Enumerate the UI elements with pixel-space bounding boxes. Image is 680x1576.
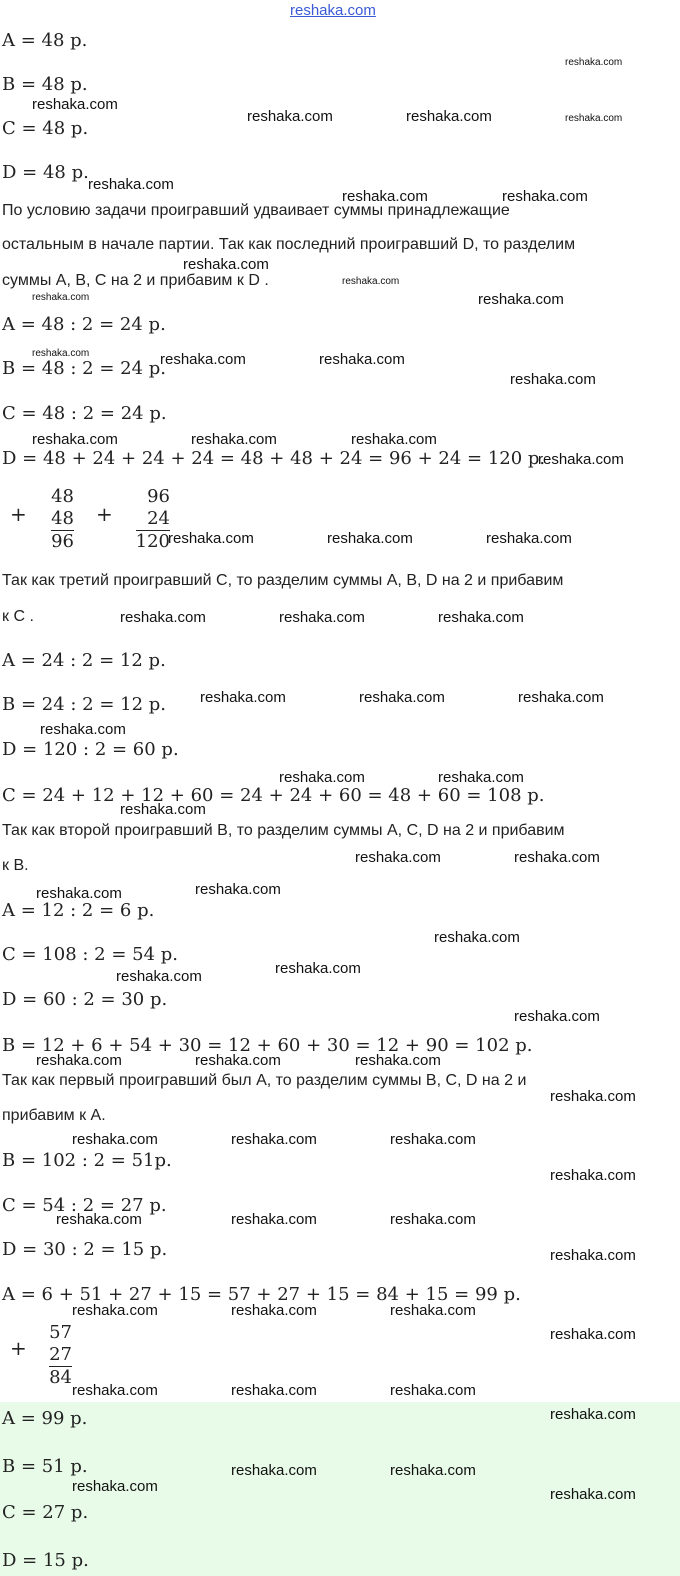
watermark: reshaka.com [195, 881, 281, 898]
line-d15: D = 30 : 2 = 15 р. [2, 1239, 168, 1260]
answer-d: D = 15 р. [2, 1550, 89, 1571]
watermark: reshaka.com [518, 689, 604, 706]
watermark: reshaka.com [355, 1052, 441, 1069]
line-a99: A = 6 + 51 + 27 + 15 = 57 + 27 + 15 = 84 + 15 = 99 р. [2, 1284, 521, 1305]
paragraph-7: к B. [2, 857, 29, 874]
watermark: reshaka.com [550, 1088, 636, 1105]
watermark: reshaka.com [120, 609, 206, 626]
watermark: reshaka.com [355, 849, 441, 866]
watermark: reshaka.com [275, 960, 361, 977]
answer-b: B = 51 р. [2, 1456, 88, 1477]
watermark: reshaka.com [550, 1326, 636, 1343]
watermark: reshaka.com [390, 1382, 476, 1399]
watermark: reshaka.com [390, 1131, 476, 1148]
watermark: reshaka.com [514, 1008, 600, 1025]
watermark: reshaka.com [390, 1211, 476, 1228]
column-result: 96 [51, 531, 74, 552]
watermark: reshaka.com [538, 451, 624, 468]
plus-sign: + [10, 1336, 27, 1360]
watermark: reshaka.com [168, 530, 254, 547]
paragraph-8: Так как первый проигравший был A, то разделим суммы B, C, D на 2 и [2, 1072, 527, 1089]
watermark: reshaka.com [510, 371, 596, 388]
column-result: 84 [49, 1367, 72, 1388]
watermark: reshaka.com [32, 292, 90, 303]
line-c108: C = 24 + 12 + 12 + 60 = 24 + 24 + 60 = 48 + 60 = 108 р. [2, 785, 545, 806]
line-c54: C = 108 : 2 = 54 р. [2, 944, 179, 965]
plus-sign: + [10, 502, 27, 526]
watermark: reshaka.com [565, 113, 623, 124]
watermark: reshaka.com [359, 689, 445, 706]
line-a12: A = 24 : 2 = 12 р. [2, 650, 166, 671]
watermark: reshaka.com [514, 849, 600, 866]
watermark: reshaka.com [342, 188, 428, 205]
watermark: reshaka.com [550, 1247, 636, 1264]
watermark: reshaka.com [231, 1382, 317, 1399]
plus-sign: + [96, 502, 113, 526]
line-b102: B = 12 + 6 + 54 + 30 = 12 + 60 + 30 = 12 + 90 = 102 р. [2, 1035, 533, 1056]
watermark: reshaka.com [36, 1052, 122, 1069]
watermark: reshaka.com [120, 801, 206, 818]
watermark: reshaka.com [183, 256, 269, 273]
watermark: reshaka.com [72, 1382, 158, 1399]
column-sum-3 [46, 1322, 72, 1389]
watermark: reshaka.com [247, 108, 333, 125]
watermark: reshaka.com [279, 769, 365, 786]
line-d60: D = 120 : 2 = 60 р. [2, 739, 179, 760]
column-row: 48 [51, 508, 74, 529]
watermark: reshaka.com [231, 1131, 317, 1148]
column-row: 57 [49, 1322, 72, 1343]
column-sum-1 [46, 486, 74, 553]
answer-a: A = 99 р. [2, 1408, 88, 1429]
watermark: reshaka.com [160, 351, 246, 368]
line-b12: B = 24 : 2 = 12 р. [2, 694, 167, 715]
column-row: 96 [147, 486, 170, 507]
paragraph-4: Так как третий проигравший C, то разделим суммы A, B, D на 2 и прибавим [2, 572, 564, 589]
watermark: reshaka.com [390, 1302, 476, 1319]
line-d120: D = 48 + 24 + 24 + 24 = 48 + 48 + 24 = 96 + 24 = 120 р. [2, 448, 546, 469]
paragraph-9: прибавим к A. [2, 1107, 106, 1124]
column-row: 27 [49, 1344, 72, 1365]
watermark: reshaka.com [550, 1167, 636, 1184]
watermark: reshaka.com [438, 769, 524, 786]
paragraph-3: суммы A, B, C на 2 и прибавим к D . [2, 272, 269, 289]
watermark: reshaka.com [279, 609, 365, 626]
watermark: reshaka.com [32, 431, 118, 448]
watermark: reshaka.com [342, 276, 400, 287]
paragraph-2: остальным в начале партии. Так как последний проигравший D, то разделим [2, 236, 576, 253]
watermark: reshaka.com [231, 1462, 317, 1479]
line-b51: B = 102 : 2 = 51р. [2, 1150, 172, 1171]
watermark: reshaka.com [116, 968, 202, 985]
watermark: reshaka.com [550, 1486, 636, 1503]
column-sum-2 [132, 486, 170, 553]
watermark: reshaka.com [56, 1211, 142, 1228]
watermark: reshaka.com [390, 1462, 476, 1479]
line-a24: A = 48 : 2 = 24 р. [2, 314, 166, 335]
line-b24: B = 48 : 2 = 24 р. [2, 358, 167, 379]
watermark: reshaka.com [327, 530, 413, 547]
watermark: reshaka.com [478, 291, 564, 308]
column-result: 120 [135, 531, 170, 552]
watermark: reshaka.com [231, 1302, 317, 1319]
line-a48: A = 48 р. [2, 30, 88, 51]
answer-c: C = 27 р. [2, 1502, 89, 1523]
watermark: reshaka.com [72, 1302, 158, 1319]
line-a6: A = 12 : 2 = 6 р. [2, 900, 155, 921]
line-c27: C = 54 : 2 = 27 р. [2, 1195, 167, 1216]
site-link[interactable]: reshaka.com [290, 2, 376, 19]
watermark: reshaka.com [351, 431, 437, 448]
watermark: reshaka.com [88, 176, 174, 193]
line-c48: C = 48 р. [2, 118, 89, 139]
watermark: reshaka.com [40, 721, 126, 738]
line-d48: D = 48 р. [2, 162, 89, 183]
watermark: reshaka.com [200, 689, 286, 706]
line-d30: D = 60 : 2 = 30 р. [2, 989, 168, 1010]
line-b48: B = 48 р. [2, 74, 88, 95]
watermark: reshaka.com [438, 609, 524, 626]
watermark: reshaka.com [502, 188, 588, 205]
watermark: reshaka.com [486, 530, 572, 547]
watermark: reshaka.com [565, 57, 623, 68]
watermark: reshaka.com [550, 1406, 636, 1423]
watermark: reshaka.com [231, 1211, 317, 1228]
watermark: reshaka.com [406, 108, 492, 125]
watermark: reshaka.com [72, 1478, 158, 1495]
paragraph-6: Так как второй проигравший B, то разделим суммы A, C, D на 2 и прибавим [2, 822, 565, 839]
watermark: reshaka.com [36, 885, 122, 902]
column-row: 48 [51, 486, 74, 507]
watermark: reshaka.com [319, 351, 405, 368]
watermark: reshaka.com [434, 929, 520, 946]
column-row: 24 [147, 508, 170, 529]
watermark: reshaka.com [72, 1131, 158, 1148]
watermark: reshaka.com [32, 348, 90, 359]
watermark: reshaka.com [191, 431, 277, 448]
line-c24: C = 48 : 2 = 24 р. [2, 403, 167, 424]
paragraph-5: к C . [2, 608, 34, 625]
paragraph-1: По условию задачи проигравший удваивает суммы принадлежащие [2, 202, 510, 219]
watermark: reshaka.com [32, 96, 118, 113]
watermark: reshaka.com [195, 1052, 281, 1069]
